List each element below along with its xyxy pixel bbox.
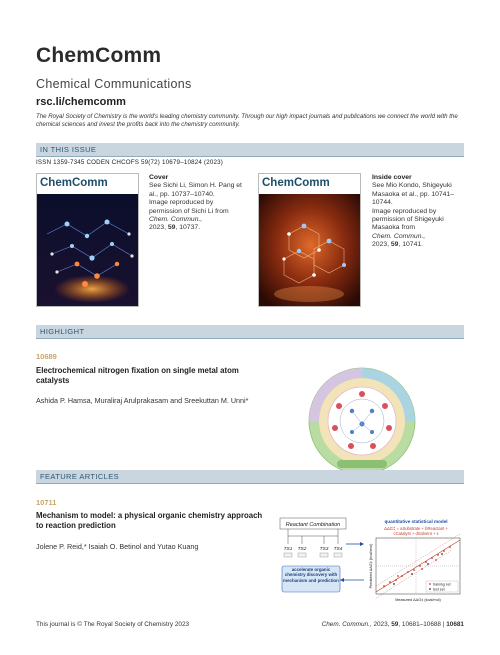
legend-test: test set	[433, 587, 445, 592]
cover-journal-abbr: Chem. Commun.,	[149, 216, 203, 224]
accelerate-text: accelerate organic chemistry discovery with mechanism and prediction	[283, 567, 339, 583]
feature-toc-graphic	[276, 514, 468, 606]
cover-permission: Image reproduced by permission of Sichi Li from	[149, 199, 229, 215]
section-divider	[36, 338, 464, 339]
y-axis-label: Predicted ΔΔG‡ (kcal/mol)	[369, 543, 373, 589]
section-title: FEATURE ARTICLES	[40, 472, 120, 481]
inside-cover-image[interactable]	[258, 173, 361, 307]
section-title: HIGHLIGHT	[40, 327, 85, 336]
inside-cover-artwork	[259, 194, 361, 307]
cover-caption	[149, 174, 244, 233]
ts-label: TS4	[333, 547, 343, 552]
cover-artwork	[37, 194, 139, 307]
article-authors: Ashida P. Hamsa, Muraliraj Arulprakasam and Sreekuttan M. Unni*	[36, 396, 249, 405]
article-authors: Jolene P. Reid,* Isaiah O. Betinol and Yutao Kuang	[36, 542, 199, 551]
footer-pages: , 10681–10688	[398, 621, 441, 628]
cover-page: , 10741.	[398, 241, 424, 249]
journal-title: ChemComm	[36, 44, 162, 67]
article-page-number: 10711	[36, 498, 57, 507]
model-equation: cCatalyst + dSolvent + ε	[393, 531, 439, 536]
cover-year: 2023,	[372, 241, 390, 249]
article-page-number: 10689	[36, 352, 57, 361]
ts-label: TS1	[283, 547, 293, 552]
ts-label: TS3	[319, 547, 329, 552]
section-header-in-this-issue	[36, 143, 464, 156]
cover-permission: Image reproduced by permission of Shigeyuki Masaoka from	[372, 207, 444, 232]
cover-masthead: ChemComm	[262, 177, 330, 189]
footer-separator: |	[441, 621, 447, 628]
article-title-link[interactable]: Mechanism to model: a physical organic chemistry approach to reaction prediction	[36, 511, 263, 530]
section-title: IN THIS ISSUE	[40, 145, 97, 154]
legend-training: training set	[433, 582, 451, 587]
cover-volume: 59	[167, 224, 176, 232]
section-header-feature-articles	[36, 470, 464, 483]
accelerate-callout	[283, 567, 339, 591]
footer-copyright: This journal is © The Royal Society of Chemistry 2023	[36, 621, 190, 628]
section-divider	[36, 156, 464, 157]
reactant-box-label: Reactant Combination	[285, 522, 341, 528]
footer-citation	[322, 621, 464, 628]
x-axis-label: Measured ΔΔG‡ (kcal/mol)	[395, 598, 441, 602]
cover-page: , 10737.	[175, 224, 201, 232]
cover-reference: See Sichi Li, Simon H. Pang et al., pp. 10737–10740.	[149, 182, 242, 198]
inside-cover-caption	[372, 174, 467, 250]
journal-subtitle: Chemical Communications	[36, 77, 192, 91]
section-divider	[36, 483, 464, 484]
footer-volume: 59	[391, 621, 399, 628]
cover-reference: See Mio Kondo, Shigeyuki Masaoka et al., pp. 10741–10744.	[372, 182, 454, 207]
cover-label: Inside cover	[372, 174, 412, 181]
article-title-link[interactable]: Electrochemical nitrogen fixation on single metal atom catalysts	[36, 366, 239, 385]
issn-coden-line: ISSN 1359-7345 CODEN CHCOFS 59(72) 10679–10824 (2023)	[36, 159, 224, 166]
section-header-highlight	[36, 325, 464, 338]
cover-journal-abbr: Chem. Commun.,	[372, 232, 426, 240]
cover-masthead: ChemComm	[40, 177, 108, 189]
model-title: quantitative statistical model	[384, 519, 448, 524]
journal-url-link[interactable]: rsc.li/chemcomm	[36, 96, 126, 108]
cover-volume: 59	[390, 241, 399, 249]
cover-image[interactable]	[36, 173, 139, 307]
footer-year: 2023,	[373, 621, 390, 628]
footer-page-number: 10681	[446, 621, 464, 628]
model-equation: ΔΔG‡ = aSubstrate + bReactant +	[384, 526, 448, 531]
cover-label: Cover	[149, 174, 169, 181]
rsc-description: The Royal Society of Chemistry is the world's leading chemistry community. Through our high impact journals and publications we connect the world with the chemical sciences and invest the profits back into the chemistry community.	[36, 113, 458, 128]
cover-year: 2023,	[149, 224, 167, 232]
highlight-toc-graphic	[307, 366, 417, 476]
footer-journal: Chem. Commun.,	[321, 621, 372, 628]
ts-label: TS2	[297, 547, 307, 552]
